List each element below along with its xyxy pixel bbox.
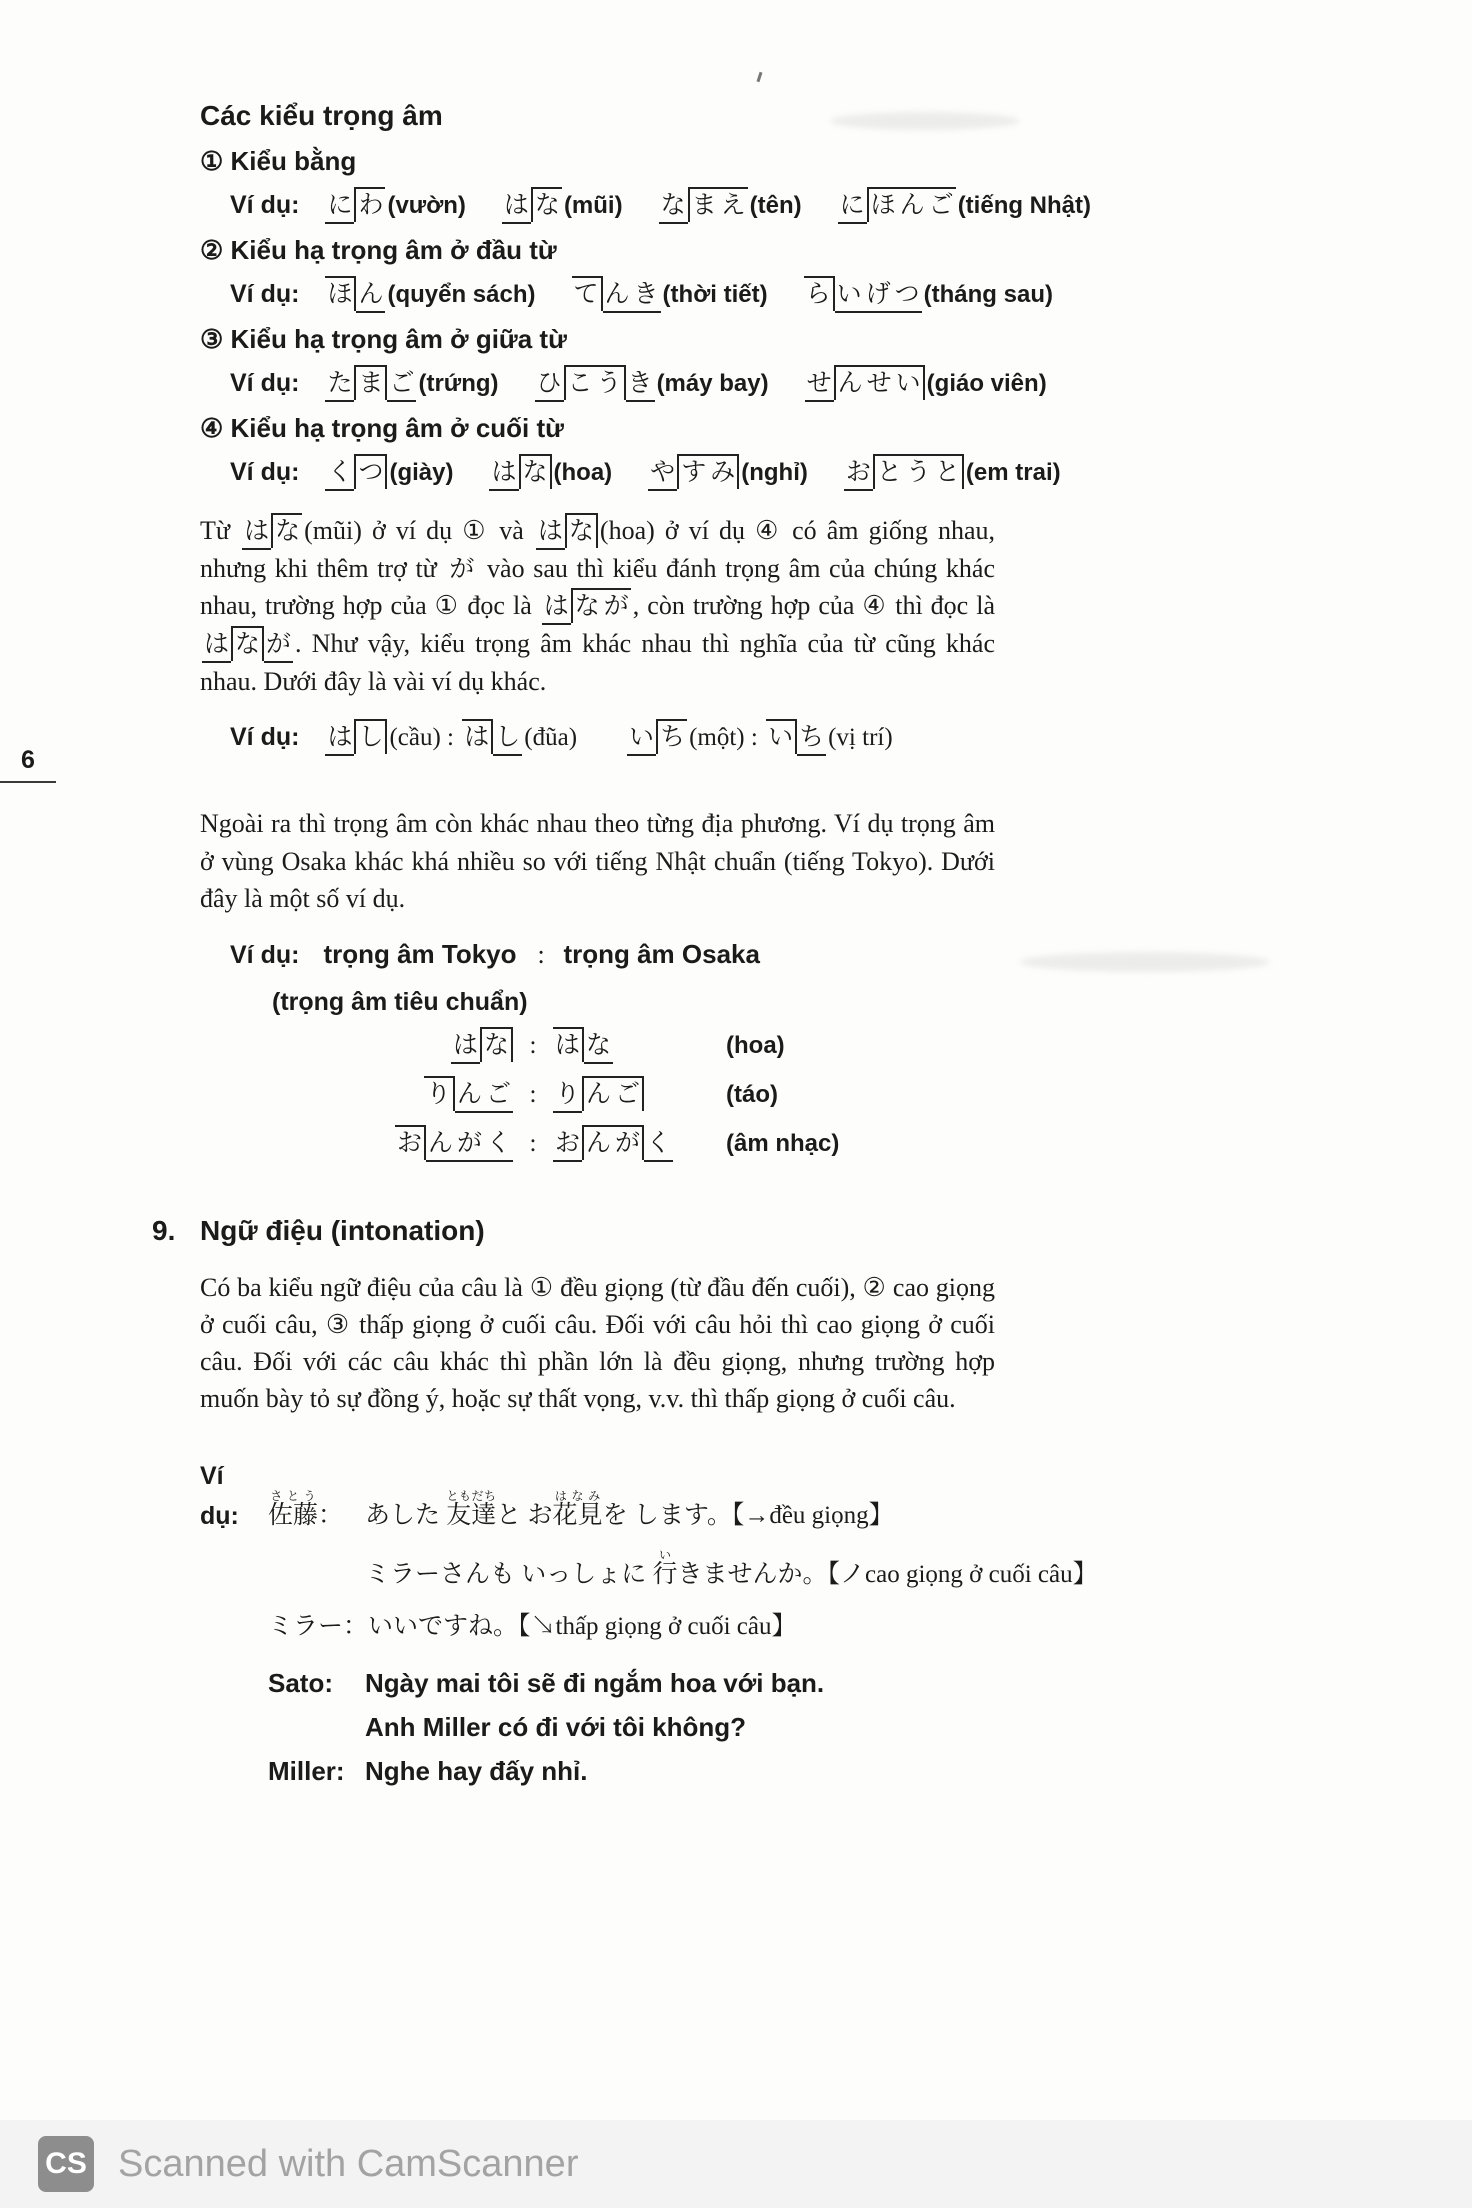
jp-char: ご	[613, 1076, 644, 1111]
jp-char: ん	[455, 1078, 484, 1113]
accent-example	[646, 459, 808, 486]
dialogue-text: あした 友達ともだちと お花見はなみを します。【→đều giọng】	[365, 1488, 894, 1529]
jp-accent-word	[462, 715, 522, 761]
dialogue-speaker: 佐藤さとう：	[268, 1488, 344, 1529]
vi-du-label: Ví dụ:	[230, 369, 300, 397]
jp-char: せ	[865, 365, 894, 400]
translation-text: Anh Miller có đi với tôi không?	[365, 1711, 747, 1742]
gloss: (thời tiết)	[662, 281, 768, 308]
accent-example	[803, 370, 1047, 397]
dialogue-speaker: ミラー：	[268, 1612, 369, 1640]
jp-char: が	[455, 1127, 484, 1162]
jp-char: い	[894, 365, 925, 400]
jp-char: げ	[864, 278, 893, 313]
jp-char: り	[553, 1078, 582, 1113]
vi-du-label: Ví dụ:	[230, 191, 300, 219]
gloss: (âm nhạc)	[726, 1129, 840, 1157]
jp-char: お	[844, 456, 873, 491]
jp-char: く	[644, 1127, 673, 1162]
jp-char: が	[602, 588, 631, 623]
accent-example	[533, 370, 769, 397]
jp-char: な	[659, 189, 688, 224]
jp-accent-word	[553, 1125, 673, 1169]
accent-example	[500, 192, 623, 219]
jp-char: に	[325, 189, 354, 224]
jp-char: ご	[927, 187, 956, 222]
jp-char: が	[449, 556, 475, 583]
jp-char: え	[719, 187, 748, 222]
jp-char: ひ	[535, 367, 564, 402]
accent-example	[487, 459, 612, 486]
jp-char: は	[542, 590, 571, 625]
vi-du-label: Ví dụ:	[230, 723, 300, 752]
jp-char: き	[626, 367, 655, 402]
row-colon: :	[529, 1080, 537, 1108]
jp-char: ち	[797, 721, 826, 756]
accent-example	[836, 192, 1091, 219]
dialogue-example	[200, 1456, 1098, 1647]
page-number: 6	[0, 746, 56, 783]
example-line	[230, 360, 1047, 407]
jp-accent-word	[838, 183, 956, 229]
translation-text: Ngày mai tôi sẽ đi ngắm hoa với bạn.	[365, 1667, 825, 1698]
tokyo-osaka-row	[350, 1024, 995, 1071]
accent-example	[657, 192, 802, 219]
osaka-word-cell	[551, 1076, 726, 1120]
jp-char: こ	[564, 365, 595, 400]
tokyo-column-header: trọng âm Tokyo	[323, 938, 517, 969]
gloss: (giày)	[389, 459, 454, 486]
jp-char: ほ	[325, 276, 356, 311]
column-colon: :	[537, 939, 545, 969]
jp-accent-word	[627, 715, 687, 761]
jp-char: な	[584, 1029, 613, 1064]
accent-example	[842, 459, 1061, 486]
tokyo-osaka-comparison	[200, 931, 995, 1169]
jp-char: い	[627, 721, 656, 756]
ruby-word: 花見はなみ	[552, 1488, 603, 1529]
jp-char: く	[325, 456, 354, 491]
jp-char: は	[462, 719, 493, 754]
jp-accent-word	[648, 450, 739, 496]
jp-char: な	[519, 454, 552, 489]
accent-type-list	[200, 140, 1091, 496]
dialogue-translations	[200, 1661, 995, 1793]
jp-char: ん	[426, 1127, 455, 1162]
dialogue-row	[200, 1547, 1098, 1595]
translation-speaker: Miller:	[268, 1755, 345, 1786]
jp-char: ん	[898, 187, 927, 222]
jp-char: な	[480, 1027, 513, 1062]
jp-char: ご	[387, 367, 416, 402]
dialogue-text: ミラーさんも いっしょに 行いきませんか。【ノcao giọng ở cuối câu】	[365, 1547, 1098, 1588]
jp-char: ま	[354, 365, 387, 400]
jp-char: う	[595, 365, 626, 400]
translation-text: Nghe hay đấy nhỉ.	[365, 1755, 588, 1786]
example-line-minimal-pairs: Ví dụ: は し (cầu) : は し (đũa) い ち (một) : い ち (vị trí)	[230, 714, 995, 761]
jp-char: は	[536, 515, 565, 550]
jp-accent-word	[325, 715, 387, 761]
accent-example	[323, 281, 535, 308]
accent-type-label: ④ Kiểu hạ trọng âm ở cuối từ	[200, 413, 564, 443]
tokyo-osaka-row	[350, 1122, 995, 1169]
gloss: (trứng)	[418, 370, 499, 397]
dialogue-row	[200, 1607, 995, 1647]
tokyo-word-cell	[350, 1076, 515, 1120]
section-title: Ngữ điệu (intonation)	[200, 1214, 485, 1246]
jp-char: し	[354, 719, 387, 754]
camscanner-bar	[0, 2120, 1472, 2208]
ruby-word: 佐藤さとう	[268, 1488, 319, 1529]
jp-accent-word	[805, 361, 925, 407]
jp-char: ん	[582, 1076, 613, 1111]
row-colon: :	[529, 1129, 537, 1157]
tokyo-word-cell	[350, 1125, 515, 1169]
jp-char: に	[838, 189, 867, 224]
jp-char: は	[451, 1029, 480, 1064]
gloss: (tiếng Nhật)	[957, 192, 1091, 219]
jp-char: ん	[356, 278, 385, 313]
gloss: (tên)	[749, 192, 802, 219]
jp-accent-word	[202, 625, 293, 663]
translation-row	[200, 1749, 995, 1793]
paragraph-intonation: Có ba kiểu ngữ điệu của câu là ① đều giọng (từ đầu đến cuối), ② cao giọng ở cuối câu, ③ thấp giọng ở cuối câu. Đối với câu hỏi thì cao giọng ở cuối câu. Đối với các câu khác thì phần lớn là đều giọng, nhưng trường hợp muốn bày tỏ sự đồng ý, hoặc sự thất vọng, v.v. thì thấp giọng ở cuối câu.	[200, 1272, 995, 1414]
osaka-word-cell	[551, 1125, 726, 1169]
jp-char: が	[264, 628, 293, 663]
jp-char: と	[873, 454, 904, 489]
translation-speaker	[268, 1705, 365, 1749]
jp-char: お	[553, 1127, 582, 1162]
vi-du-label: Ví dụ:	[230, 458, 300, 486]
jp-char: つ	[893, 278, 922, 313]
jp-accent-word	[242, 512, 302, 550]
jp-accent-word	[502, 183, 562, 229]
scan-artifact	[1020, 952, 1270, 972]
jp-accent-word	[659, 183, 748, 229]
dialogue-row	[200, 1456, 995, 1536]
tokyo-standard-subtitle: (trọng âm tiêu chuẩn)	[272, 987, 528, 1016]
jp-accent-word	[325, 183, 385, 229]
gloss: (hoa)	[726, 1031, 785, 1059]
osaka-word-cell	[551, 1027, 726, 1071]
jp-char: ほ	[867, 187, 898, 222]
jp-char: ま	[688, 187, 719, 222]
translation-speaker: Sato:	[268, 1667, 333, 1698]
jp-accent-word	[553, 1027, 613, 1071]
tokyo-osaka-row	[350, 1073, 995, 1120]
accent-example	[323, 192, 465, 219]
gloss: (máy bay)	[656, 370, 769, 397]
jp-accent-word	[489, 450, 551, 496]
jp-char: ん	[834, 365, 865, 400]
jp-char: が	[613, 1125, 644, 1160]
jp-char: や	[648, 456, 677, 491]
jp-accent-word	[804, 272, 922, 318]
jp-accent-word	[325, 272, 385, 318]
jp-char: わ	[354, 187, 385, 222]
vi-du-label: Ví dụ:	[200, 1461, 239, 1530]
jp-char: て	[572, 276, 603, 311]
jp-char: し	[493, 721, 522, 756]
osaka-column-header: trọng âm Osaka	[563, 938, 760, 969]
jp-char: と	[933, 454, 964, 489]
jp-accent-word	[542, 587, 631, 625]
section-number: 9.	[152, 1214, 176, 1246]
example-line	[230, 182, 1091, 229]
jp-char: お	[395, 1125, 426, 1160]
vi-du-label: Ví dụ:	[230, 940, 300, 969]
jp-char: ん	[582, 1125, 613, 1160]
accent-example	[570, 281, 768, 308]
ruby-word: 友達ともだち	[446, 1488, 497, 1529]
jp-accent-word	[325, 361, 416, 407]
example-line	[230, 449, 1061, 496]
jp-char: は	[502, 189, 531, 224]
tokyo-word-cell	[350, 1027, 515, 1071]
jp-accent-word	[447, 550, 476, 587]
page-content	[152, 96, 1098, 1793]
accent-heading: Các kiểu trọng âm	[200, 100, 443, 131]
accent-type-label: ② Kiểu hạ trọng âm ở đầu từ	[200, 235, 557, 265]
gloss: (tháng sau)	[923, 281, 1053, 308]
camscanner-logo-icon	[38, 2136, 94, 2192]
tokyo-osaka-header	[230, 931, 995, 982]
jp-char: い	[835, 278, 864, 313]
translation-row	[200, 1661, 995, 1705]
ruby-word: 行い	[652, 1547, 678, 1588]
jp-char: な	[565, 513, 598, 548]
jp-char: い	[766, 719, 797, 754]
jp-accent-word	[844, 450, 964, 496]
jp-char: な	[531, 187, 562, 222]
dialogue-text: いいですね。【↘thấp giọng ở cuối câu】	[368, 1612, 797, 1640]
accent-type-label: ① Kiểu bằng	[200, 146, 357, 176]
accent-example	[323, 370, 498, 397]
camscanner-logo-text: CS	[45, 2147, 87, 2180]
jp-char: つ	[354, 454, 387, 489]
paragraph-regional-accent: Ngoài ra thì trọng âm còn khác nhau theo từng địa phương. Ví dụ trọng âm ở vùng Osaka khác khá nhiều so với tiếng Nhật chuẩn (tiếng Tokyo). Dưới đây là một số ví dụ.	[200, 809, 995, 913]
accent-example	[802, 281, 1053, 308]
jp-char: ん	[603, 278, 632, 313]
row-colon: :	[529, 1031, 537, 1059]
jp-char: ち	[656, 719, 687, 754]
jp-char: す	[677, 454, 708, 489]
jp-char: な	[231, 626, 264, 661]
accent-type-label: ③ Kiểu hạ trọng âm ở giữa từ	[200, 324, 567, 354]
gloss: (hoa)	[553, 459, 613, 486]
jp-char: は	[202, 628, 231, 663]
jp-accent-word	[535, 361, 655, 407]
jp-accent-word	[325, 450, 387, 496]
intonation-heading	[152, 1209, 995, 1253]
gloss: (quyển sách)	[387, 281, 536, 308]
jp-char: せ	[805, 367, 834, 402]
jp-char: ら	[804, 276, 835, 311]
jp-char: き	[632, 278, 661, 313]
gloss: (mũi)	[563, 192, 623, 219]
translation-row	[200, 1705, 995, 1749]
camscanner-watermark-text: Scanned with CamScanner	[118, 2142, 579, 2185]
example-line	[230, 271, 1053, 318]
jp-char: う	[904, 454, 933, 489]
scan-artifact	[757, 72, 763, 82]
jp-accent-word	[572, 272, 661, 318]
jp-accent-word	[451, 1027, 513, 1071]
gloss: (táo)	[726, 1080, 778, 1108]
jp-accent-word	[424, 1076, 513, 1120]
jp-accent-word	[395, 1125, 513, 1169]
jp-char: は	[489, 456, 518, 491]
jp-char: み	[708, 454, 739, 489]
jp-accent-word	[536, 512, 598, 550]
paragraph-accent-meaning: Từ は な (mũi) ở ví dụ ① và は な (hoa) ở ví dụ ④ có âm giống nhau, nhưng khi thêm trợ từ が vào sau thì kiểu đánh trọng âm của chúng khác nhau, trường hợp của ① đọc là は な が , còn trường hợp của ④ thì đọc là は な が . Như vậy, kiểu trọng âm khác nhau thì nghĩa của từ cũng khác nhau. Dưới đây là vài ví dụ khác.	[200, 512, 995, 700]
gloss: (nghỉ)	[741, 459, 808, 486]
jp-accent-word	[553, 1076, 644, 1120]
jp-char: は	[553, 1027, 584, 1062]
jp-char: く	[484, 1127, 513, 1162]
jp-char: は	[242, 515, 271, 550]
jp-char: ご	[484, 1078, 513, 1113]
vi-du-label: Ví dụ:	[230, 280, 300, 308]
jp-char: は	[325, 721, 354, 756]
gloss: (em trai)	[965, 459, 1061, 486]
jp-char: な	[271, 513, 302, 548]
jp-char: な	[571, 588, 602, 623]
jp-char: り	[424, 1076, 455, 1111]
jp-char: た	[325, 367, 354, 402]
gloss: (giáo viên)	[926, 370, 1047, 397]
accent-example	[323, 459, 453, 486]
gloss: (vườn)	[387, 192, 466, 219]
jp-accent-word	[766, 715, 826, 761]
